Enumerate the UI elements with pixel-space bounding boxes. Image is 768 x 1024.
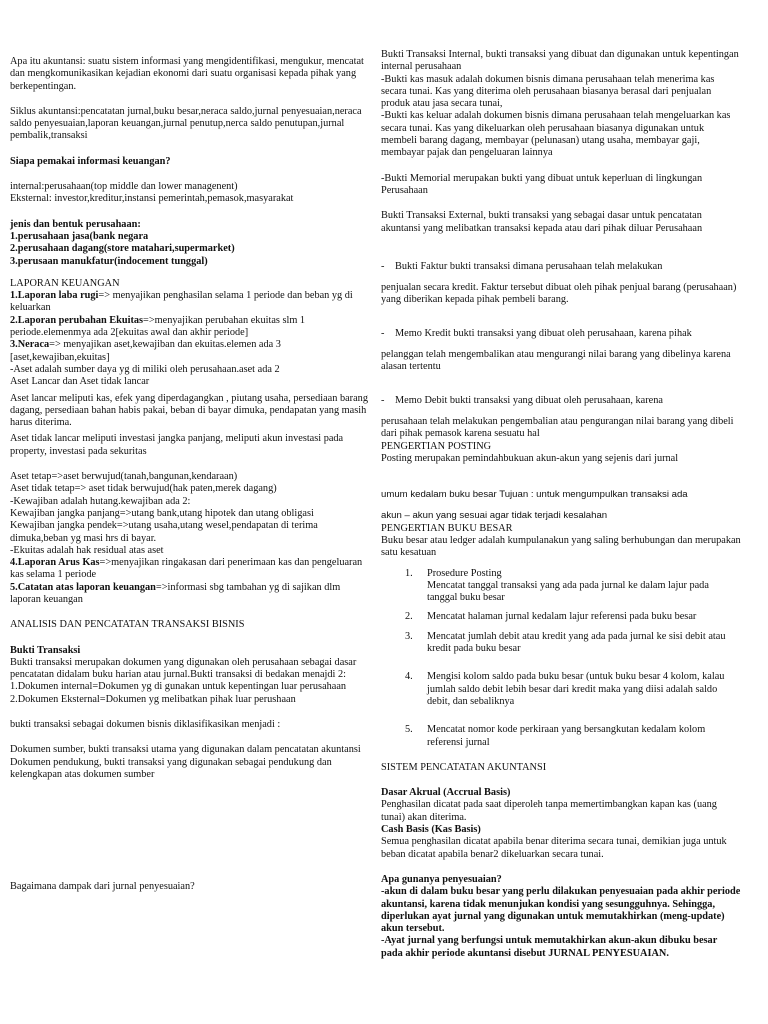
analysis-heading: ANALISIS DAN PENCATATAN TRANSAKSI BISNIS <box>10 619 245 631</box>
posting-steps <box>381 568 741 749</box>
external-users: Eksternal: investor,kreditur,instansi pemerintah,pemasok,masyarakat <box>10 193 294 205</box>
accrual-definition: Penghasilan dicatat pada saat diperoleh tanpa memertimbangkan kapan kas (uang tunai) akan diterima. <box>381 799 717 823</box>
company-types-title: jenis dan bentuk perusahaan: <box>10 218 141 230</box>
dash-marker: - <box>381 260 385 272</box>
equity-definition: -Ekuitas adalah hak residual atas aset <box>10 544 164 556</box>
list-item: 1. Prosedure Posting <box>405 567 502 579</box>
accounting-definition: Apa itu akuntansi: suatu sistem informasi yang mengidentifikasi, mengukur, mencatat dan mengkomunikasikan kejadian ekonomi dari suatu organisasi kepada pihak yang berkepentingan. <box>10 56 364 92</box>
document-external: 2.Dokumen Eksternal=Dokumen yg melibatkan pihak luar perushaan <box>10 693 296 705</box>
adjustment-question: Bagaimana dampak dari jurnal penyesuaian? <box>10 881 195 893</box>
invoice-line-2: penjualan secara kredit. Faktur tersebut dibuat oleh pihak penjual barang (perusahaan) yang diberikan kepada pihak pembeli barang. <box>381 282 737 306</box>
list-item: 4. Mengisi kolom saldo pada buku besar (untuk buku besar 4 kolom, kalau jumlah saldo debit lebih besar dari kredit maka yang diisi adalah saldo debit, dan sebaliknya <box>405 671 725 707</box>
fixed-tangible-asset: Aset tetap=>aset berwujud(tanah,bangunan,kendaraan) <box>10 471 238 483</box>
memorial-evidence: -Bukti Memorial merupakan bukti yang dibuat untuk keperluan di lingkungan Perusahaan <box>381 172 703 196</box>
cash-basis-title: Cash Basis (Kas Basis) <box>381 824 481 836</box>
report-item-2-title: 2.Laporan perubahan Ekuitas <box>10 314 144 326</box>
adjustment-use-answer-1: -akun di dalam buku besar yang perlu dilakukan penyesuaian pada akhir periode akuntansi, karena tidak menunjukan kondisi yang sesungguhnya. Sehingga, diperlukan ayat jurnal yang digunakan untuk memutakhirkan (meng-update) akun tersebut. <box>381 886 741 935</box>
list-item: Mencatat tanggal transaksi yang ada pada jurnal ke dalam lajur pada tanggal buku besar <box>427 579 709 604</box>
report-item-5-title: 5.Catatan atas laporan keuangan <box>10 581 156 593</box>
ledger-definition: Buku besar atau ledger adalah kumpulanakun yang saling berhubungan dan merupakan satu kesatuan <box>381 535 741 559</box>
report-item-4-text: =>menyajikan ringakasan dari penerimaan kas dan pengeluaran kas selama 1 periode <box>10 557 363 581</box>
ledger-heading: PENGERTIAN BUKU BESAR <box>381 522 513 534</box>
company-type-3: 3.perusaan manukfatur(indocement tunggal) <box>10 255 208 267</box>
fixed-intangible-asset: Aset tidak tetap=> aset tidak berwujud(hak paten,merek dagang) <box>10 483 277 495</box>
debit-memo-line-1: Memo Debit bukti transaksi yang dibuat oleh perusahaan, karena <box>395 394 663 406</box>
report-item-4-title: 4.Laporan Arus Kas <box>10 557 100 569</box>
adjustment-use-answer-2: -Ayat jurnal yang berfungsi untuk memutakhirkan akun-akun dibuku besar pada akhir periode akuntansi disebut JURNAL PENYESUAIAN. <box>381 935 718 959</box>
document-internal: 1.Dokumen internal=Dokumen yg di gunakan untuk kepentingan luar perusahaan <box>10 681 347 693</box>
posting-definition: Posting merupakan pemindahbukuan akun-akun yang sejenis dari jurnal <box>381 452 679 464</box>
report-item-5 <box>10 582 368 607</box>
report-item-1-text: => menyajikan penghasilan selama 1 periode dan beban yg di keluarkan <box>10 290 353 314</box>
credit-memo-line-1: Memo Kredit bukti transaksi yang dibuat oleh perusahaan, karena pihak <box>395 327 692 339</box>
users-question: Siapa pemakai informasi keuangan? <box>10 155 171 167</box>
posting-heading: PENGERTIAN POSTING <box>381 440 492 452</box>
evidence-title: Bukti Transaksi <box>10 644 81 656</box>
report-item-1 <box>10 290 368 315</box>
internal-users: internal:perusahaan(top middle dan lower managenent) <box>10 181 238 193</box>
list-item: 5. Mencatat nomor kode perkiraan yang bersangkutan kedalam kolom referensi jurnal <box>405 724 706 748</box>
right-column <box>381 49 741 960</box>
dash-marker: - <box>381 327 385 339</box>
liability-definition: -Kewajiban adalah hutang.kewajiban ada 2: <box>10 495 191 507</box>
company-type-1: 1.perusahaan jasa(bank negara <box>10 230 149 242</box>
financial-report-heading: LAPORAN KEUANGAN <box>10 277 120 289</box>
dash-marker: - <box>381 394 385 406</box>
asset-types: Aset Lancar dan Aset tidak lancar <box>10 376 150 388</box>
posting-goal-2: akun – akun yang sesuai agar tidak terjadi kesalahan <box>381 510 608 522</box>
report-item-3-title: 3.Neraca <box>10 339 50 351</box>
accrual-title: Dasar Akrual (Accrual Basis) <box>381 787 511 799</box>
left-column <box>10 56 368 894</box>
debit-memo-item <box>381 395 741 407</box>
adjustment-use-question: Apa gunanya penyesuaian? <box>381 873 502 885</box>
report-item-5-text: =>informasi sbg tambahan yg di sajikan dlm laporan keuangan <box>10 581 341 605</box>
report-item-3 <box>10 339 368 364</box>
credit-memo-item <box>381 328 741 340</box>
report-item-3-text: => menyajikan aset,kewajiban dan ekuitas.elemen ada 3 [aset,kewajiban,ekuitas] <box>10 339 281 363</box>
cash-out-evidence: -Bukti kas keluar adalah dokumen bisnis dimana perusahaan telah mengeluarkan kas secara tunai. Kas yang dikeluarkan oleh perusahaan biasanya digunakan untuk membeli barang dagang, membayar (pelunasan) utang usaha, membayar gaji, membayar pajak dan pengeluaran lainnya <box>381 110 731 159</box>
noncurrent-asset: Aset tidak lancar meliputi investasi jangka panjang, meliputi akun investasi pada property, investasi pada sekuritas <box>10 433 344 457</box>
invoice-line-1: Bukti Faktur bukti transaksi dimana perusahaan telah melakukan <box>395 260 663 272</box>
company-type-2: 2.perusahaan dagang(store matahari,supermarket) <box>10 243 235 255</box>
invoice-item <box>381 261 741 273</box>
current-asset: Aset lancar meliputi kas, efek yang diperdagangkan , piutang usaha, persediaan barang dagang, persediaan bahan habis pakai, beban di bayar dimuka, pendapatan yang masih harus diterima. <box>10 392 368 429</box>
report-item-1-title: 1.Laporan laba rugi <box>10 290 99 302</box>
cash-basis-definition: Semua penghasilan dicatat apabila benar diterima secara tunai, demikian juga untuk beban dicatat apabila benar2 dikeluarkan secara tunai. <box>381 836 727 860</box>
external-evidence: Bukti Transaksi External, bukti transaksi yang sebagai dasar untuk pencatatan akuntansi yang melibatkan transaksi kepada atau dari pihak diluar Perusahaan <box>381 210 703 234</box>
list-item: 3. Mencatat jumlah debit atau kredit yang ada pada jurnal ke sisi debit atau kredit pada buku besar <box>405 630 726 655</box>
report-item-2 <box>10 315 368 340</box>
report-item-2-text: =>menyajikan perubahan ekuitas slm 1 periode.elemenmya ada 2[ekuitas awal dan akhir periode] <box>10 314 306 339</box>
liability-long: Kewajiban jangka panjang=>utang bank,utang hipotek dan utang obligasi <box>10 507 314 519</box>
document-source: Dokumen sumber, bukti transaksi utama yang digunakan dalam pencatatan akuntansi <box>10 744 361 756</box>
system-heading: SISTEM PENCATATAN AKUNTANSI <box>381 761 547 773</box>
evidence-definition: Bukti transaksi merupakan dokumen yang digunakan oleh perusahaan sebagai dasar pencatatan didalam buku harian atau jurnal.Bukti transaksi di bedakan menajdi 2: <box>10 656 357 681</box>
credit-memo-line-2: pelanggan telah mengembalikan atau mengurangi nilai barang yang dibelinya karena alasan tertentu <box>381 349 731 373</box>
document-support: Dokumen pendukung, bukti transaksi yang digunakan sebagai pendukung dan kelengkapan atas dokumen sumber <box>10 756 332 780</box>
posting-goal-1: umum kedalam buku besar Tujuan : untuk mengumpulkan transaksi ada <box>381 489 688 501</box>
liability-short: Kewajiban jangka pendek=>utang usaha,utang wesel,pendapatan di terima dimuka,beban yg masi hrs di bayar. <box>10 520 318 544</box>
internal-evidence: Bukti Transaksi Internal, bukti transaksi yang dibuat dan digunakan untuk kepentingan internal perusahaan <box>381 49 739 73</box>
list-item: 2. Mencatat halaman jurnal kedalam lajur referensi pada buku besar <box>405 610 697 622</box>
cash-in-evidence: -Bukti kas masuk adalah dokumen bisnis dimana perusahaan telah menerima kas secara tunai. Kas yang diterima oleh perusahaan biasanya berasal dari penjualan produk atau jasa secara tunai, <box>381 73 715 110</box>
asset-definition: -Aset adalah sumber daya yg di miliki oleh perusahaan.aset ada 2 <box>10 363 280 375</box>
debit-memo-line-2: perusahaan telah melakukan pengembalian atau pengurangan nilai barang yang dibeli dari pihak pemasok karena sesuatu hal <box>381 415 734 440</box>
evidence-classified: bukti transaksi sebagai dokumen bisnis diklasifikasikan menjadi : <box>10 719 281 731</box>
report-item-4 <box>10 557 368 582</box>
accounting-cycle: Siklus akuntansi:pencatatan jurnal,buku besar,neraca saldo,jurnal penyesuaian,neraca saldo penyesuaian,laporan keuangan,jurnal penutup,nerca saldo penutupan,jurnal pembalik,transaksi <box>10 105 362 142</box>
